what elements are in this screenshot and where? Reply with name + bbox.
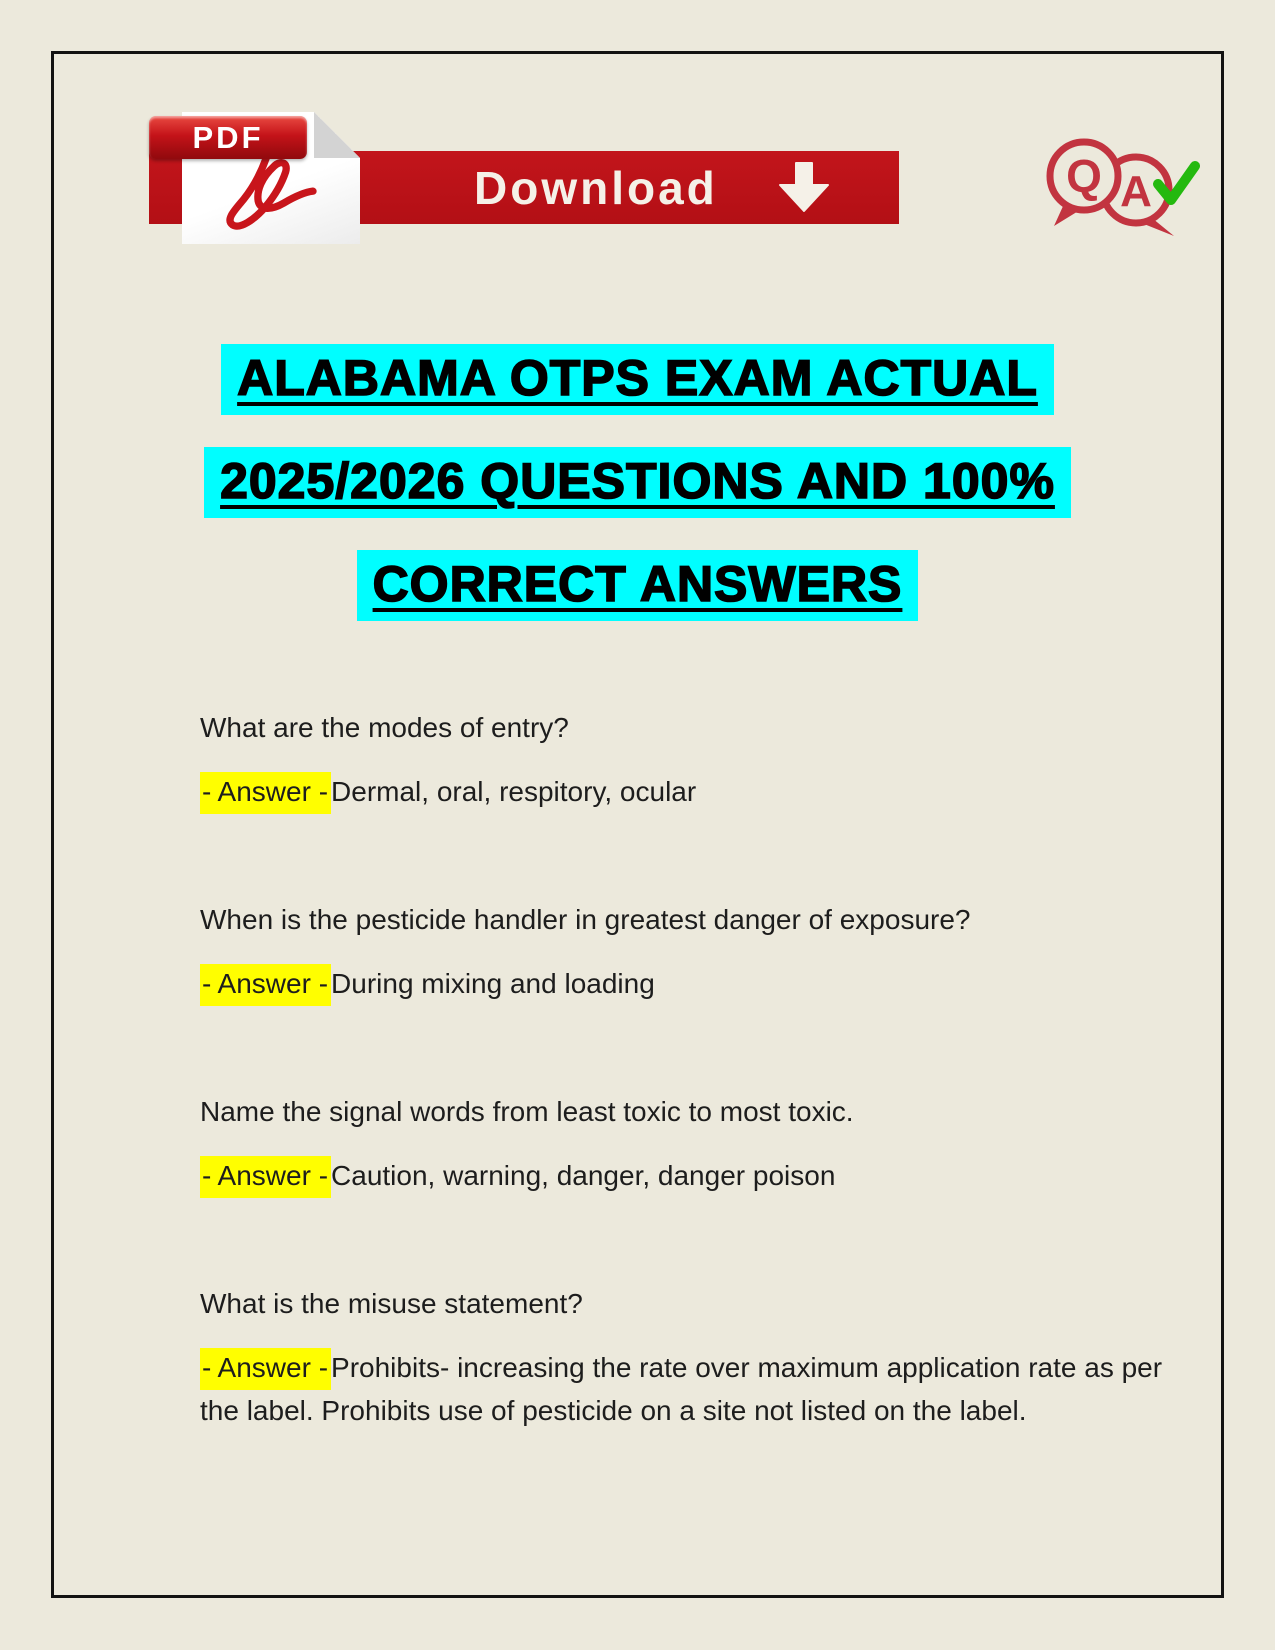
download-arrow-icon <box>778 161 830 215</box>
title-line-3-text: CORRECT ANSWERS <box>357 550 919 621</box>
answer-prefix-highlight: - Answer - <box>200 1348 331 1390</box>
question-text: What is the misuse statement? <box>200 1288 583 1319</box>
title-line-3 <box>54 550 1221 621</box>
answer-line <box>200 962 1200 1005</box>
answer-prefix-highlight: - Answer - <box>200 772 331 814</box>
answer-line <box>200 770 1200 813</box>
answer-line <box>200 1346 1200 1432</box>
qa-item <box>200 898 1200 1005</box>
qa-item <box>200 706 1200 813</box>
answer-text: Dermal, oral, respitory, ocular <box>331 776 697 807</box>
qa-content <box>200 706 1200 1432</box>
title-line-2-text: 2025/2026 QUESTIONS AND 100% <box>204 447 1071 518</box>
title-line-1 <box>54 344 1221 415</box>
question-text: When is the pesticide handler in greatest danger of exposure? <box>200 904 971 935</box>
answer-line <box>200 1154 1200 1197</box>
answer-prefix-highlight: - Answer - <box>200 964 331 1006</box>
document-title <box>54 344 1221 653</box>
download-button-label: Download <box>474 161 718 214</box>
title-line-2 <box>54 447 1221 518</box>
title-line-1-text: ALABAMA OTPS EXAM ACTUAL <box>221 344 1054 415</box>
pdf-badge <box>149 116 307 159</box>
qa-logo-letter-q: Q <box>1066 150 1102 202</box>
qa-logo <box>1032 132 1200 249</box>
qa-logo-letter-a: A <box>1120 167 1152 216</box>
question-text: Name the signal words from least toxic to most toxic. <box>200 1096 854 1127</box>
answer-text: During mixing and loading <box>331 968 655 999</box>
answer-text: Prohibits- increasing the rate over maximum application rate as per the label. Prohibits use of pesticide on a site not listed on the label. <box>200 1352 1163 1426</box>
qa-item <box>200 1090 1200 1197</box>
answer-text: Caution, warning, danger, danger poison <box>331 1160 836 1191</box>
question-text: What are the modes of entry? <box>200 712 569 743</box>
answer-prefix-highlight: - Answer - <box>200 1156 331 1198</box>
document-page-frame <box>51 51 1224 1598</box>
qa-item <box>200 1282 1200 1432</box>
pdf-badge-label: PDF <box>192 119 264 155</box>
